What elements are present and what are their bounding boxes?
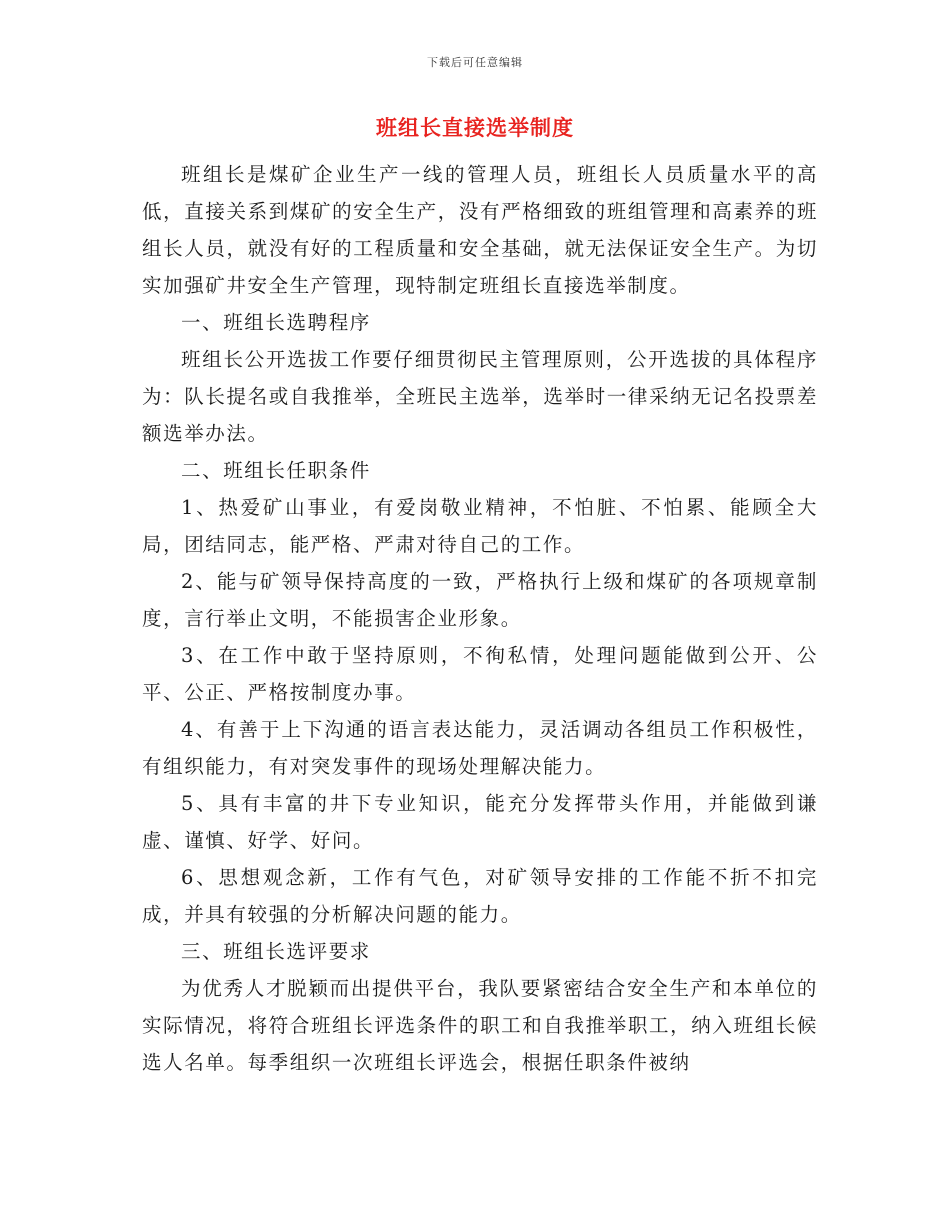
condition-item-3: 3、在工作中敢于坚持原则，不徇私情，处理问题能做到公开、公平、公正、严格按制度办事。 (142, 644, 818, 704)
condition-item-6: 6、思想观念新，工作有气色，对矿领导安排的工作能不折不扣完成，并具有较强的分析解决问题的能力。 (142, 866, 818, 926)
section-heading-1: 一、班组长选聘程序 (181, 311, 371, 334)
document-body (142, 156, 818, 1081)
section-heading-3: 三、班组长选评要求 (181, 940, 371, 963)
condition-item-1: 1、热爱矿山事业，有爱岗敬业精神，不怕脏、不怕累、能顾全大局，团结同志，能严格、严肃对待自己的工作。 (142, 496, 818, 556)
paragraph-intro: 班组长是煤矿企业生产一线的管理人员，班组长人员质量水平的高低，直接关系到煤矿的安全生产，没有严格细致的班组管理和高素养的班组长人员，就没有好的工程质量和安全基础，就无法保证安全生产。为切实加强矿井安全生产管理，现特制定班组长直接选举制度。 (142, 163, 818, 297)
document-title: 班组长直接选举制度 (376, 115, 574, 140)
paragraph-evaluation-requirements: 为优秀人才脱颖而出提供平台，我队要紧密结合安全生产和本单位的实际情况，将符合班组长评选条件的职工和自我推举职工，纳入班组长候选人名单。每季组织一次班组长评选会，根据任职条件被纳 (142, 977, 818, 1074)
section-heading-2: 二、班组长任职条件 (181, 459, 371, 482)
paragraph-selection-procedure: 班组长公开选拔工作要仔细贯彻民主管理原则，公开选拔的具体程序为：队长提名或自我推举，全班民主选举，选举时一律采纳无记名投票差额选举办法。 (142, 348, 818, 445)
condition-item-2: 2、能与矿领导保持高度的一致，严格执行上级和煤矿的各项规章制度，言行举止文明，不能损害企业形象。 (142, 570, 818, 630)
condition-item-4: 4、有善于上下沟通的语言表达能力，灵活调动各组员工作积极性，有组织能力，有对突发事件的现场处理解决能力。 (142, 718, 818, 778)
condition-item-5: 5、具有丰富的井下专业知识，能充分发挥带头作用，并能做到谦虚、谨慎、好学、好问。 (142, 792, 818, 852)
header-note: 下载后可任意编辑 (427, 56, 523, 69)
